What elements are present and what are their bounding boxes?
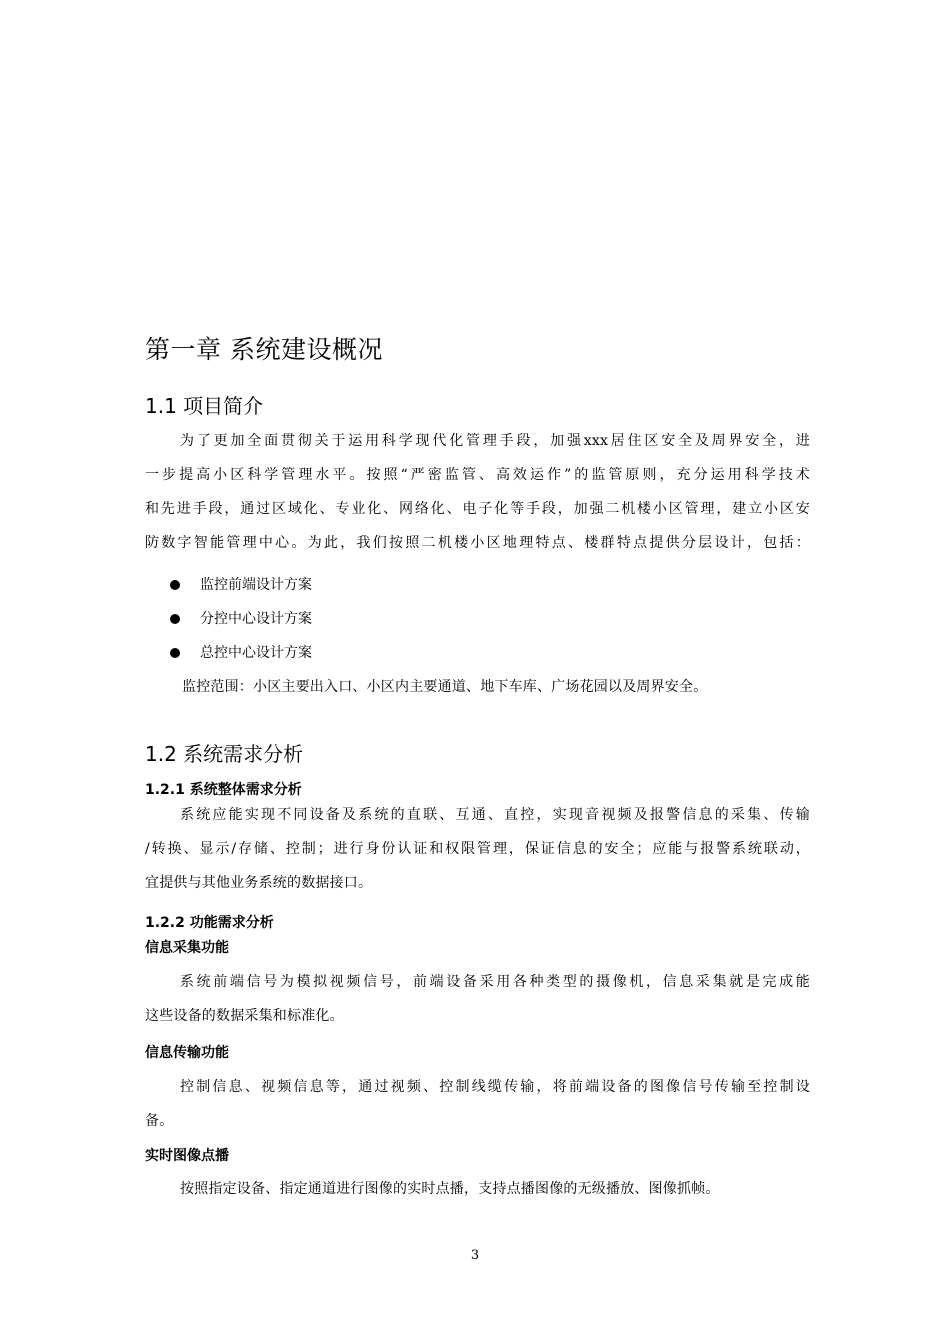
subsection-title-1-2-1: 1.2.1 系统整体需求分析 — [145, 782, 302, 798]
list-item-text: 监控前端设计方案 — [200, 577, 312, 593]
paragraph-line: /转换、显示/存储、控制；进行身份认证和权限管理，保证信息的安全；应能与报警系统联动， — [145, 841, 810, 857]
paragraph-line: 按照指定设备、指定通道进行图像的实时点播，支持点播图像的无级播放、图像抓帧。 — [180, 1181, 720, 1197]
paragraph-line: 系统应能实现不同设备及系统的直联、互通、直控，实现音视频及报警信息的采集、传输 — [180, 807, 810, 823]
design-plan-list — [170, 568, 770, 670]
paragraph-line: 为了更加全面贯彻关于运用科学现代化管理手段，加强xxx居住区安全及周界安全，进 — [180, 433, 810, 449]
function-heading: 实时图像点播 — [145, 1148, 229, 1164]
intro-paragraph — [145, 424, 810, 560]
paragraph-line: 防数字智能管理中心。为此，我们按照二机楼小区地理特点、楼群特点提供分层设计，包括： — [145, 535, 810, 551]
scope-paragraph: 监控范围：小区主要出入口、小区内主要通道、地下车库、广场花园以及周界安全。 — [182, 679, 708, 695]
page-number: 3 — [470, 1248, 480, 1263]
bullet-icon — [170, 580, 180, 590]
paragraph-line: 系统前端信号为模拟视频信号，前端设备采用各种类型的摄像机，信息采集就是完成能 — [180, 974, 810, 990]
paragraph-line: 备。 — [145, 1113, 174, 1129]
function-paragraph — [145, 1070, 810, 1138]
paragraph-line: 和先进手段，通过区域化、专业化、网络化、电子化等手段，加强二机楼小区管理，建立小区安 — [145, 501, 810, 517]
paragraph-line: 宜提供与其他业务系统的数据接口。 — [145, 875, 373, 891]
function-heading: 信息采集功能 — [145, 940, 229, 956]
function-paragraph — [145, 965, 810, 1033]
section-title-1-2: 1.2 系统需求分析 — [145, 742, 304, 766]
list-item-text: 总控中心设计方案 — [200, 645, 312, 661]
bullet-icon — [170, 648, 180, 658]
function-heading: 信息传输功能 — [145, 1045, 229, 1061]
chapter-title: 第一章 系统建设概况 — [145, 335, 383, 364]
section-title-1-1: 1.1 项目简介 — [145, 394, 264, 418]
subsection-title-1-2-2: 1.2.2 功能需求分析 — [145, 915, 274, 931]
list-item-text: 分控中心设计方案 — [200, 611, 312, 627]
paragraph-line: 这些设备的数据采集和标准化。 — [145, 1008, 344, 1024]
overall-requirement-paragraph — [145, 798, 810, 900]
list-item — [170, 568, 770, 602]
list-item — [170, 602, 770, 636]
function-paragraph — [145, 1172, 810, 1206]
list-item — [170, 636, 770, 670]
bullet-icon — [170, 614, 180, 624]
paragraph-line: 一步提高小区科学管理水平。按照“严密监管、高效运作”的监管原则，充分运用科学技术 — [145, 467, 810, 483]
paragraph-line: 控制信息、视频信息等，通过视频、控制线缆传输，将前端设备的图像信号传输至控制设 — [180, 1079, 810, 1095]
